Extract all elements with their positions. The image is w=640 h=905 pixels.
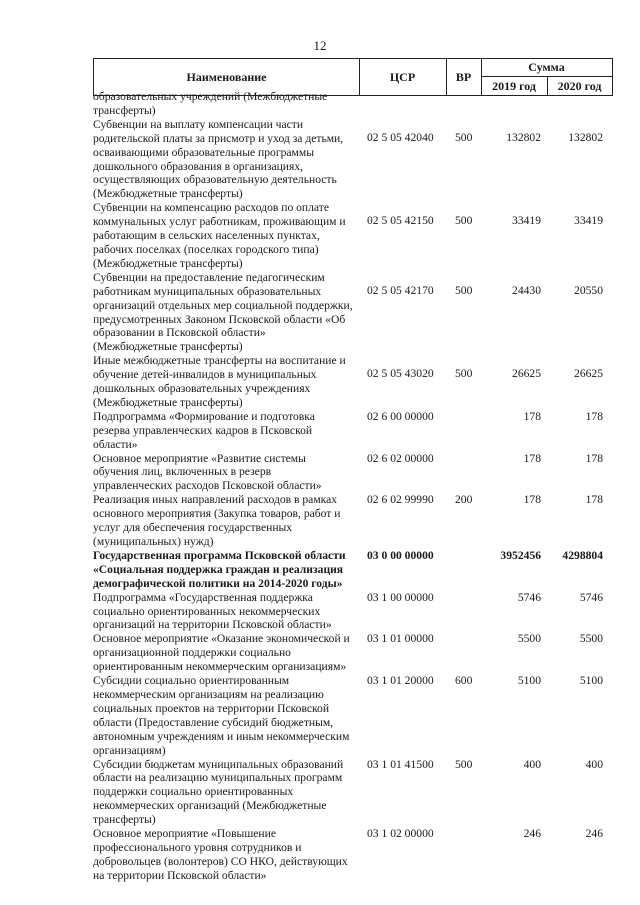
row-amount-2020: 400 [585, 757, 603, 771]
row-name: Подпрограмма «Формирование и подготовка резерва управленческих кадров в Псковской области» [93, 409, 315, 451]
row-amount-2019: 246 [523, 827, 541, 841]
row-amount-2020: 26625 [574, 367, 603, 381]
row-name: Субвенции на предоставление педагогическим работникам муниципальных образовательных организаций отдельных мер социальной поддержки, предусмотренных Законом Псковской области «Об образовании в Псковской области» (Межбюджетные трансферты) [93, 270, 353, 354]
row-amount-2020: 33419 [574, 214, 603, 228]
table-row [93, 549, 613, 591]
row-amount-2019: 178 [523, 409, 541, 423]
row-csr: 02 6 02 99990 [367, 493, 434, 507]
row-vr: 500 [455, 367, 473, 381]
row-name: Основное мероприятие «Оказание экономической и организационной поддержки социально ориентированным некоммерческим организациям» [93, 632, 350, 674]
row-amount-2020: 178 [585, 493, 603, 507]
table-row [93, 201, 613, 271]
row-vr: 500 [455, 214, 473, 228]
row-name: Субсидии социально ориентированным некоммерческим организациям на реализацию социальных проектов на территории Псковской области (Предоставление субсидий бюджетным, автономным учреждениям и иным некоммерческим организациям) [93, 674, 350, 757]
row-amount-2020: 132802 [568, 130, 603, 144]
table-row [93, 410, 613, 452]
row-amount-2019: 178 [523, 451, 541, 465]
row-amount-2020: 20550 [574, 283, 603, 297]
table-row [93, 90, 613, 118]
table-row [93, 827, 613, 883]
row-amount-2020: 5500 [579, 632, 603, 646]
row-name: Субвенции на компенсацию расходов по оплате коммунальных услуг работникам, проживающим и работающим в сельских населенных пунктах, рабочих поселках (поселках городского типа) (Межбюджетные трансферты) [93, 201, 346, 270]
row-vr: 600 [455, 674, 473, 688]
row-amount-2020: 178 [585, 451, 603, 465]
row-amount-2019: 26625 [512, 367, 541, 381]
row-amount-2019: 5746 [517, 590, 541, 604]
table-row [93, 452, 613, 494]
table-row [93, 354, 613, 410]
header-year-2019: 2019 год [481, 77, 548, 95]
row-name: Основное мероприятие «Развитие системы обучения лиц, включенных в резерв управленческих расходов Псковской области» [93, 451, 322, 493]
header-name: Наименование [94, 59, 360, 95]
table-body [93, 92, 613, 883]
row-amount-2019: 132802 [506, 130, 541, 144]
row-amount-2020: 5100 [579, 674, 603, 688]
row-name: Иные межбюджетные трансферты на воспитание и обучение детей-инвалидов в муниципальных дошкольных образовательных учреждениях (Межбюджетные трансферты) [93, 354, 346, 409]
row-amount-2019: 24430 [512, 283, 541, 297]
table-row [93, 493, 613, 549]
row-name: Реализация иных направлений расходов в рамках основного мероприятия (Закупка товаров, работ и услуг для обеспечения государственных (муниципальных) нужд) [93, 493, 341, 548]
row-amount-2019: 178 [523, 493, 541, 507]
row-amount-2019: 400 [523, 757, 541, 771]
row-csr: 02 6 00 00000 [367, 409, 434, 423]
row-csr: 03 1 00 00000 [367, 590, 434, 604]
row-csr: 03 0 00 00000 [367, 548, 434, 562]
row-name: Подпрограмма «Государственная поддержка социально ориентированных некоммерческих организаций на территории Псковской области» [93, 590, 332, 632]
header-csr: ЦСР [359, 59, 447, 95]
table-row [93, 271, 613, 354]
row-csr: 03 1 01 41500 [367, 757, 434, 771]
row-vr: 500 [455, 130, 473, 144]
row-amount-2020: 4298804 [562, 548, 603, 562]
row-csr: 03 1 02 00000 [367, 827, 434, 841]
row-amount-2019: 5100 [517, 674, 541, 688]
row-csr: 03 1 01 20000 [367, 674, 434, 688]
row-vr: 200 [455, 493, 473, 507]
row-name: образовательных учреждений (Межбюджетные трансферты) [93, 90, 328, 117]
row-name: Государственная программа Псковской области «Социальная поддержка граждан и реализация демографической политики на 2014-2020 годы» [93, 548, 346, 590]
row-csr: 03 1 01 00000 [367, 632, 434, 646]
table-row [93, 632, 613, 674]
row-name: Основное мероприятие «Повышение профессионального уровня сотрудников и добровольцев (волонтеров) СО НКО, действующих на территории Псковской области» [93, 827, 348, 882]
row-amount-2019: 33419 [512, 214, 541, 228]
row-vr: 500 [455, 283, 473, 297]
row-csr: 02 5 05 42040 [367, 130, 434, 144]
row-amount-2020: 5746 [579, 590, 603, 604]
row-name: Субсидии бюджетам муниципальных образований области на реализацию муниципальных программ поддержки социально ориентированных некоммерческих организаций (Межбюджетные трансферты) [93, 757, 344, 827]
header-vr: ВР [446, 59, 482, 95]
row-csr: 02 5 05 43020 [367, 367, 434, 381]
table-row [93, 758, 613, 828]
row-csr: 02 6 02 00000 [367, 451, 434, 465]
row-csr: 02 5 05 42150 [367, 214, 434, 228]
row-amount-2019: 5500 [517, 632, 541, 646]
row-amount-2020: 178 [585, 409, 603, 423]
table-row [93, 674, 613, 757]
table-row [93, 591, 613, 633]
row-amount-2020: 246 [585, 827, 603, 841]
row-amount-2019: 3952456 [500, 548, 541, 562]
header-sum: Сумма [481, 59, 612, 77]
row-csr: 02 5 05 42170 [367, 283, 434, 297]
header-year-2020: 2020 год [557, 78, 602, 93]
row-vr: 500 [455, 757, 473, 771]
table-row [93, 118, 613, 201]
row-name: Субвенции на выплату компенсации части родительской платы за присмотр и уход за детьми, осваивающими образовательные программы дошкольного образования в организациях, осуществляющих образовательную деятельность (Межбюджетные трансферты) [93, 117, 344, 201]
page-number: 12 [313, 38, 327, 53]
